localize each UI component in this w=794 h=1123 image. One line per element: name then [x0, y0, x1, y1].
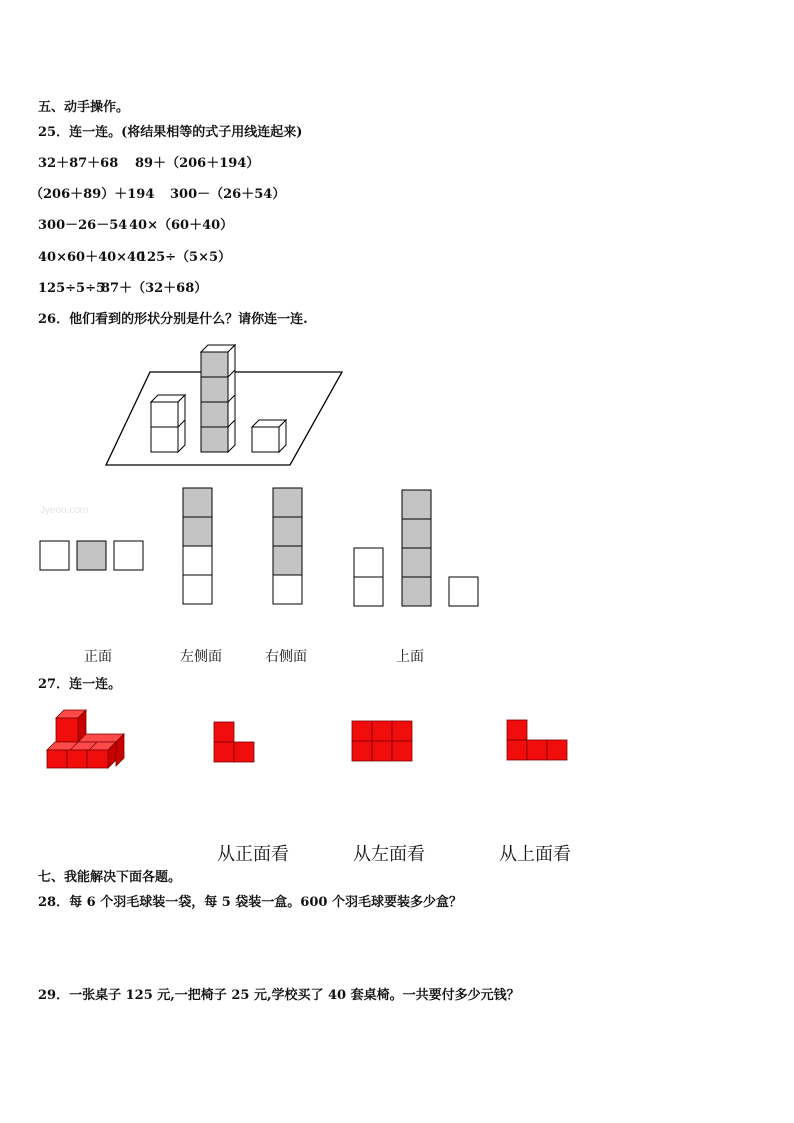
- q27-title: 27．连一连。: [38, 677, 122, 692]
- label-front: 正面: [84, 649, 112, 665]
- q25-left-3: 300－26－54: [38, 218, 128, 233]
- q25-left-1: 32＋87＋68: [38, 156, 119, 171]
- red-view-option-2: [352, 721, 412, 761]
- red-cube-model: [47, 710, 124, 768]
- scene-stack-left: [151, 395, 185, 452]
- q26-title: 26．他们看到的形状分别是什么？请你连一连.: [38, 312, 308, 327]
- label-from-front: 从正面看: [217, 844, 289, 865]
- label-right-side: 右侧面: [265, 649, 307, 665]
- section-seven-heading: 七、我能解决下面各题。: [38, 870, 182, 885]
- view-option-1: [40, 541, 143, 570]
- red-view-option-1: [214, 722, 254, 762]
- q25-left-2: （206＋89）＋194: [30, 187, 155, 202]
- label-from-left: 从左面看: [353, 844, 425, 865]
- q25-right-1: 89＋（206＋194）: [135, 156, 260, 171]
- label-left-side: 左侧面: [180, 649, 222, 665]
- section-five-heading: 五、动手操作。: [38, 100, 130, 115]
- view-option-4: [354, 490, 478, 606]
- q25-title: 25．连一连。(将结果相等的式子用线连起来): [38, 125, 303, 140]
- label-from-top: 从上面看: [499, 844, 571, 865]
- label-top: 上面: [396, 649, 424, 665]
- scene-cube-right: [252, 420, 286, 452]
- scene-stack-middle: [201, 345, 235, 452]
- red-view-option-3: [507, 720, 567, 760]
- q25-right-2: 300－（26＋54）: [170, 187, 286, 202]
- view-option-2: [183, 488, 212, 604]
- q28-text: 28．每 6 个羽毛球装一袋，每 5 袋装一盒。600 个羽毛球要装多少盒？: [38, 895, 462, 910]
- q25-left-5: 125÷5÷5: [38, 281, 106, 296]
- q25-right-4: 125÷（5×5）: [138, 250, 232, 265]
- watermark: Jyeoo.com: [40, 505, 89, 516]
- q25-right-3: 40×（60＋40）: [129, 218, 234, 233]
- q25-left-4: 40×60＋40×40: [38, 250, 146, 265]
- view-option-3: [273, 488, 302, 604]
- q29-text: 29．一张桌子 125 元,一把椅子 25 元,学校买了 40 套桌椅。一共要付多少元钱？: [38, 988, 520, 1003]
- q25-right-5: 87＋（32＋68）: [101, 281, 208, 296]
